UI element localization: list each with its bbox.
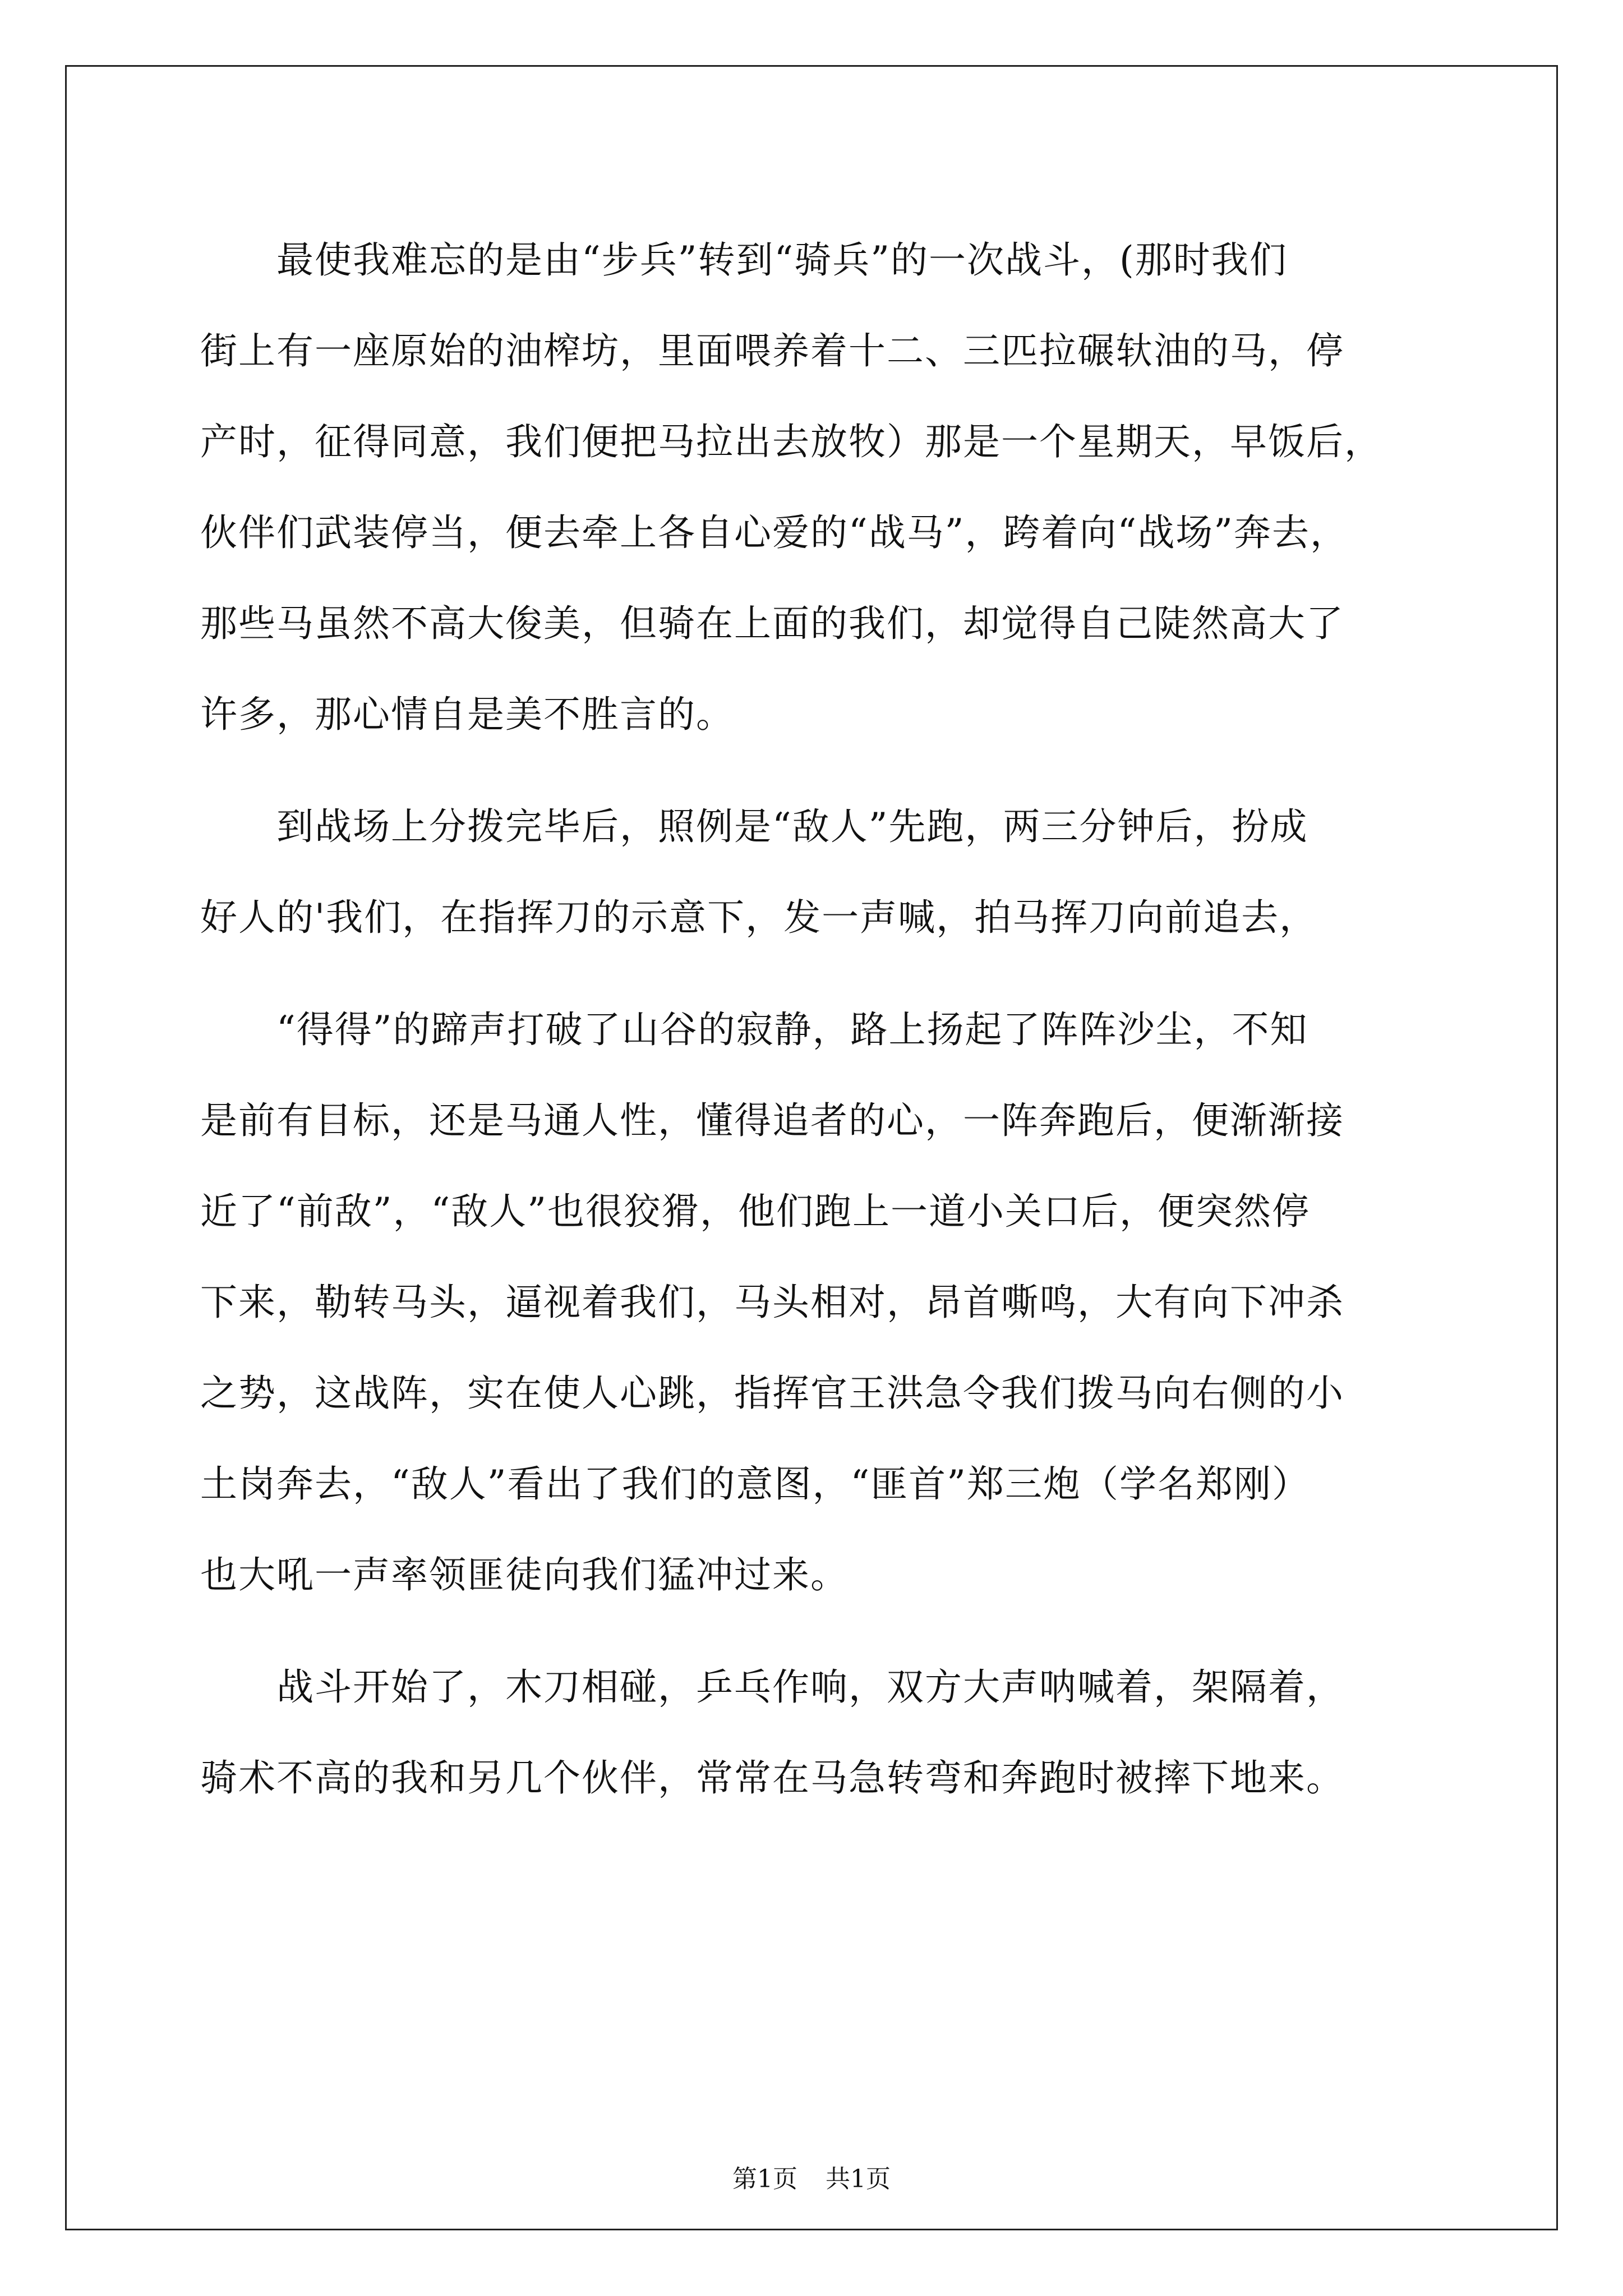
text-line: 产时，征得同意，我们便把马拉出去放牧）那是一个星期天，早饭后， xyxy=(200,420,1382,463)
text-line: “得得”的蹄声打破了山谷的寂静，路上扬起了阵阵沙尘，不知 xyxy=(200,1008,1308,1051)
paragraph-gap xyxy=(200,1621,1423,1642)
text-line: 骑术不高的我和另几个伙伴，常常在马急转弯和奔跑时被摔下地来。 xyxy=(200,1756,1344,1800)
paragraph-gap xyxy=(200,760,1423,781)
document-body xyxy=(200,215,1423,1824)
text-line: 战斗开始了，木刀相碰，乒乓作响，双方大声呐喊着，架隔着， xyxy=(200,1665,1344,1709)
paragraph-gap xyxy=(200,963,1423,984)
text-line: 好人的'我们，在指挥刀的示意下，发一声喊，拍马挥刀向前追去， xyxy=(200,896,1318,939)
text-line: 到战场上分拨完毕后，照例是“敌人”先跑，两三分钟后，扮成 xyxy=(200,805,1308,848)
page-footer xyxy=(0,2162,1623,2196)
text-line: 近了“前敌”，“敌人”也很狡猾，他们跑上一道小关口后，便突然停 xyxy=(200,1190,1310,1233)
paragraph-4 xyxy=(200,1642,1423,1824)
paragraph-3 xyxy=(200,984,1423,1621)
text-line: 是前有目标，还是马通人性，懂得追者的心，一阵奔跑后，便渐渐接 xyxy=(200,1099,1344,1142)
page-number-current: 第1页 xyxy=(732,2165,797,2193)
text-line: 许多，那心情自是美不胜言的。 xyxy=(200,693,734,736)
text-line: 最使我难忘的是由“步兵”转到“骑兵”的一次战斗，(那时我们 xyxy=(200,238,1288,282)
page-number-total: 共1页 xyxy=(826,2165,891,2193)
text-line: 下来，勒转马头，逼视着我们，马头相对，昂首嘶鸣，大有向下冲杀 xyxy=(200,1281,1344,1324)
text-line: 那些马虽然不高大俊美，但骑在上面的我们，却觉得自己陡然高大了 xyxy=(200,602,1344,645)
text-line: 也大吼一声率领匪徒向我们猛冲过来。 xyxy=(200,1553,849,1596)
paragraph-2 xyxy=(200,781,1423,963)
text-line: 土岗奔去，“敌人”看出了我们的意图，“匪首”郑三炮（学名郑刚） xyxy=(200,1462,1310,1506)
text-line: 街上有一座原始的油榨坊，里面喂养着十二、三匹拉碾轪油的马，停 xyxy=(200,329,1344,372)
paragraph-1 xyxy=(200,215,1423,760)
text-line: 之势，这战阵，实在使人心跳，指挥官王洪急令我们拨马向右侧的小 xyxy=(200,1372,1344,1415)
text-line: 伙伴们武装停当，便去牵上各自心爱的“战马”，跨着向“战场”奔去， xyxy=(200,511,1348,554)
